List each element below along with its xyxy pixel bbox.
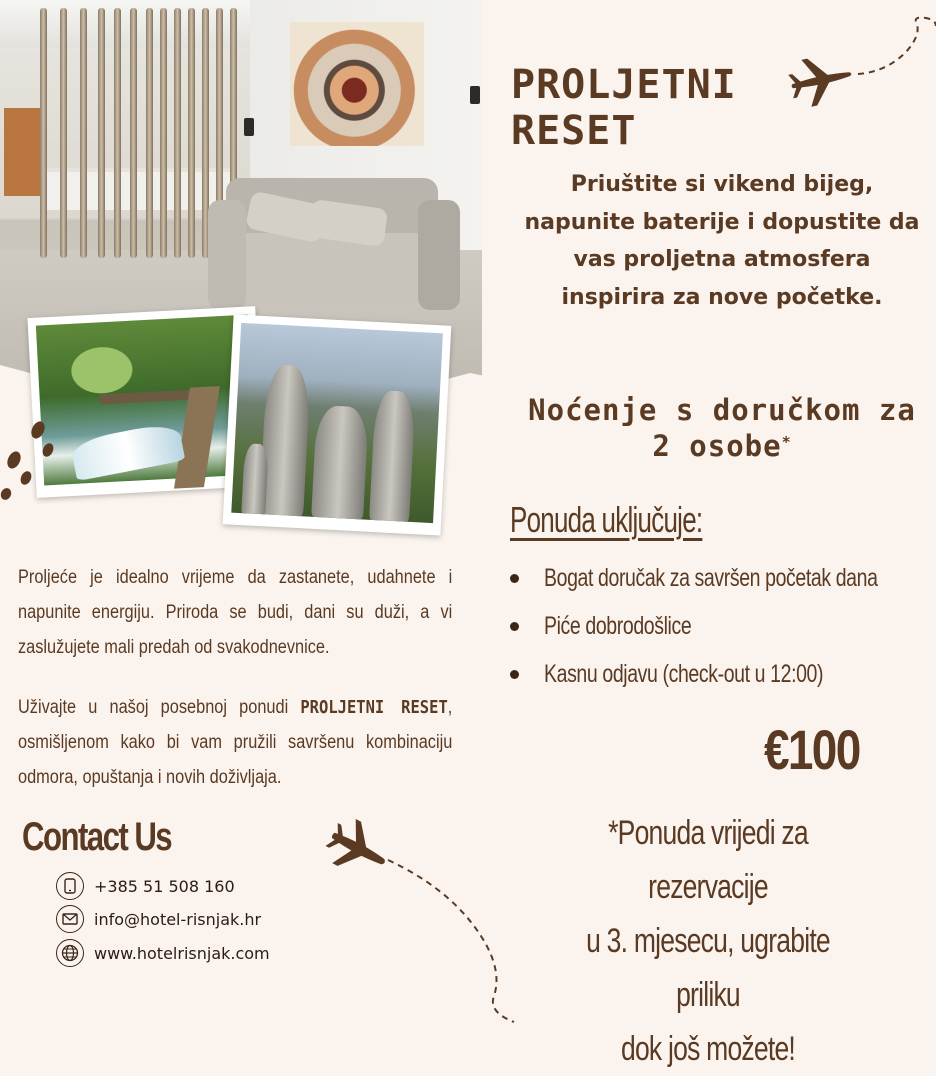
- footprints-icon: [0, 420, 55, 500]
- spring-paragraph: [18, 560, 452, 665]
- list-item: [510, 602, 930, 650]
- flight-path: [856, 12, 936, 84]
- wooden-pole: [114, 8, 121, 258]
- intro-line: vas proljetna atmosfera: [573, 247, 871, 272]
- includes-list: [510, 554, 930, 698]
- offer-heading: [510, 392, 934, 464]
- flight-path: [384, 856, 534, 1024]
- airplane-icon: [326, 818, 392, 880]
- list-item: [510, 650, 930, 698]
- offer-paragraph: [18, 690, 452, 795]
- includes-heading: Ponuda uključuje:: [510, 499, 703, 540]
- globe-icon: [56, 939, 84, 967]
- wall-lamp: [244, 118, 254, 136]
- paragraph-text-start: Uživajte u našoj posebnoj ponudi: [18, 697, 301, 718]
- title-line: PROLJETNI: [511, 62, 737, 108]
- wooden-pole: [40, 8, 47, 258]
- bullet-icon: [510, 670, 519, 679]
- wooden-pole: [80, 8, 87, 258]
- paragraph-text-end: , osmišljenom kako bi vam pružili savršenu kombinaciju odmora, opuštanja i novih doživljaja.: [18, 697, 453, 788]
- intro-text: [522, 166, 922, 316]
- offer-line: Noćenje s doručkom za: [528, 393, 916, 427]
- phone-number[interactable]: +385 51 508 160: [94, 876, 235, 896]
- wooden-pole: [174, 8, 181, 258]
- contact-heading: Contact Us: [22, 815, 172, 859]
- wooden-pole: [146, 8, 153, 258]
- intro-line: inspirira za nove početke.: [561, 284, 883, 310]
- website-url[interactable]: www.hotelrisnjak.com: [94, 943, 270, 963]
- validity-line: dok još možete!: [620, 1030, 796, 1068]
- airplane-icon: [788, 52, 856, 108]
- list-item-text: Bogat doručak za savršen početak dana: [544, 564, 878, 592]
- validity-line: *Ponuda vrijedi za rezervacije: [608, 814, 808, 906]
- paragraph-text: Proljeće je idealno vrijeme da zastanete, udahnete i napunite energiju. Priroda se budi, dani su duži, a vi zaslužujete mali predah od svakodnevnice.: [18, 567, 453, 658]
- list-item: [510, 554, 930, 602]
- wooden-pole: [130, 8, 137, 258]
- intro-line: napunite baterije i dopustite da: [524, 209, 920, 235]
- wooden-pole: [188, 8, 195, 258]
- list-item-text: Kasnu odjavu (check-out u 12:00): [544, 660, 824, 688]
- wall-painting: [290, 22, 424, 146]
- title-line: RESET: [511, 108, 637, 154]
- room-door: [4, 108, 42, 196]
- email-address[interactable]: info@hotel-risnjak.hr: [94, 909, 262, 929]
- price: €100: [764, 718, 860, 781]
- contact-phone[interactable]: [56, 872, 235, 900]
- bullet-icon: [510, 574, 519, 583]
- rock-formation-photo: [223, 314, 452, 535]
- offer-line: [510, 428, 934, 464]
- offer-name: PROLJETNI RESET: [300, 697, 448, 718]
- page-title: [511, 62, 771, 154]
- contact-website[interactable]: [56, 939, 270, 967]
- contact-email[interactable]: [56, 905, 261, 933]
- validity-note: [561, 806, 854, 1076]
- list-item-text: Piće dobrodošlice: [544, 612, 692, 640]
- paragraph-text: [18, 690, 452, 795]
- wooden-pole: [160, 8, 167, 258]
- phone-icon: [56, 872, 84, 900]
- offer-asterisk: *: [781, 433, 792, 451]
- validity-line: u 3. mjesecu, ugrabite priliku: [586, 922, 830, 1014]
- envelope-icon: [56, 905, 84, 933]
- wooden-pole: [98, 8, 105, 258]
- bullet-icon: [510, 622, 519, 631]
- intro-line: Priuštite si vikend bijeg,: [570, 172, 874, 197]
- wooden-pole: [60, 8, 67, 258]
- offer-line-2: 2 osobe: [652, 429, 782, 463]
- wall-lamp: [470, 86, 480, 104]
